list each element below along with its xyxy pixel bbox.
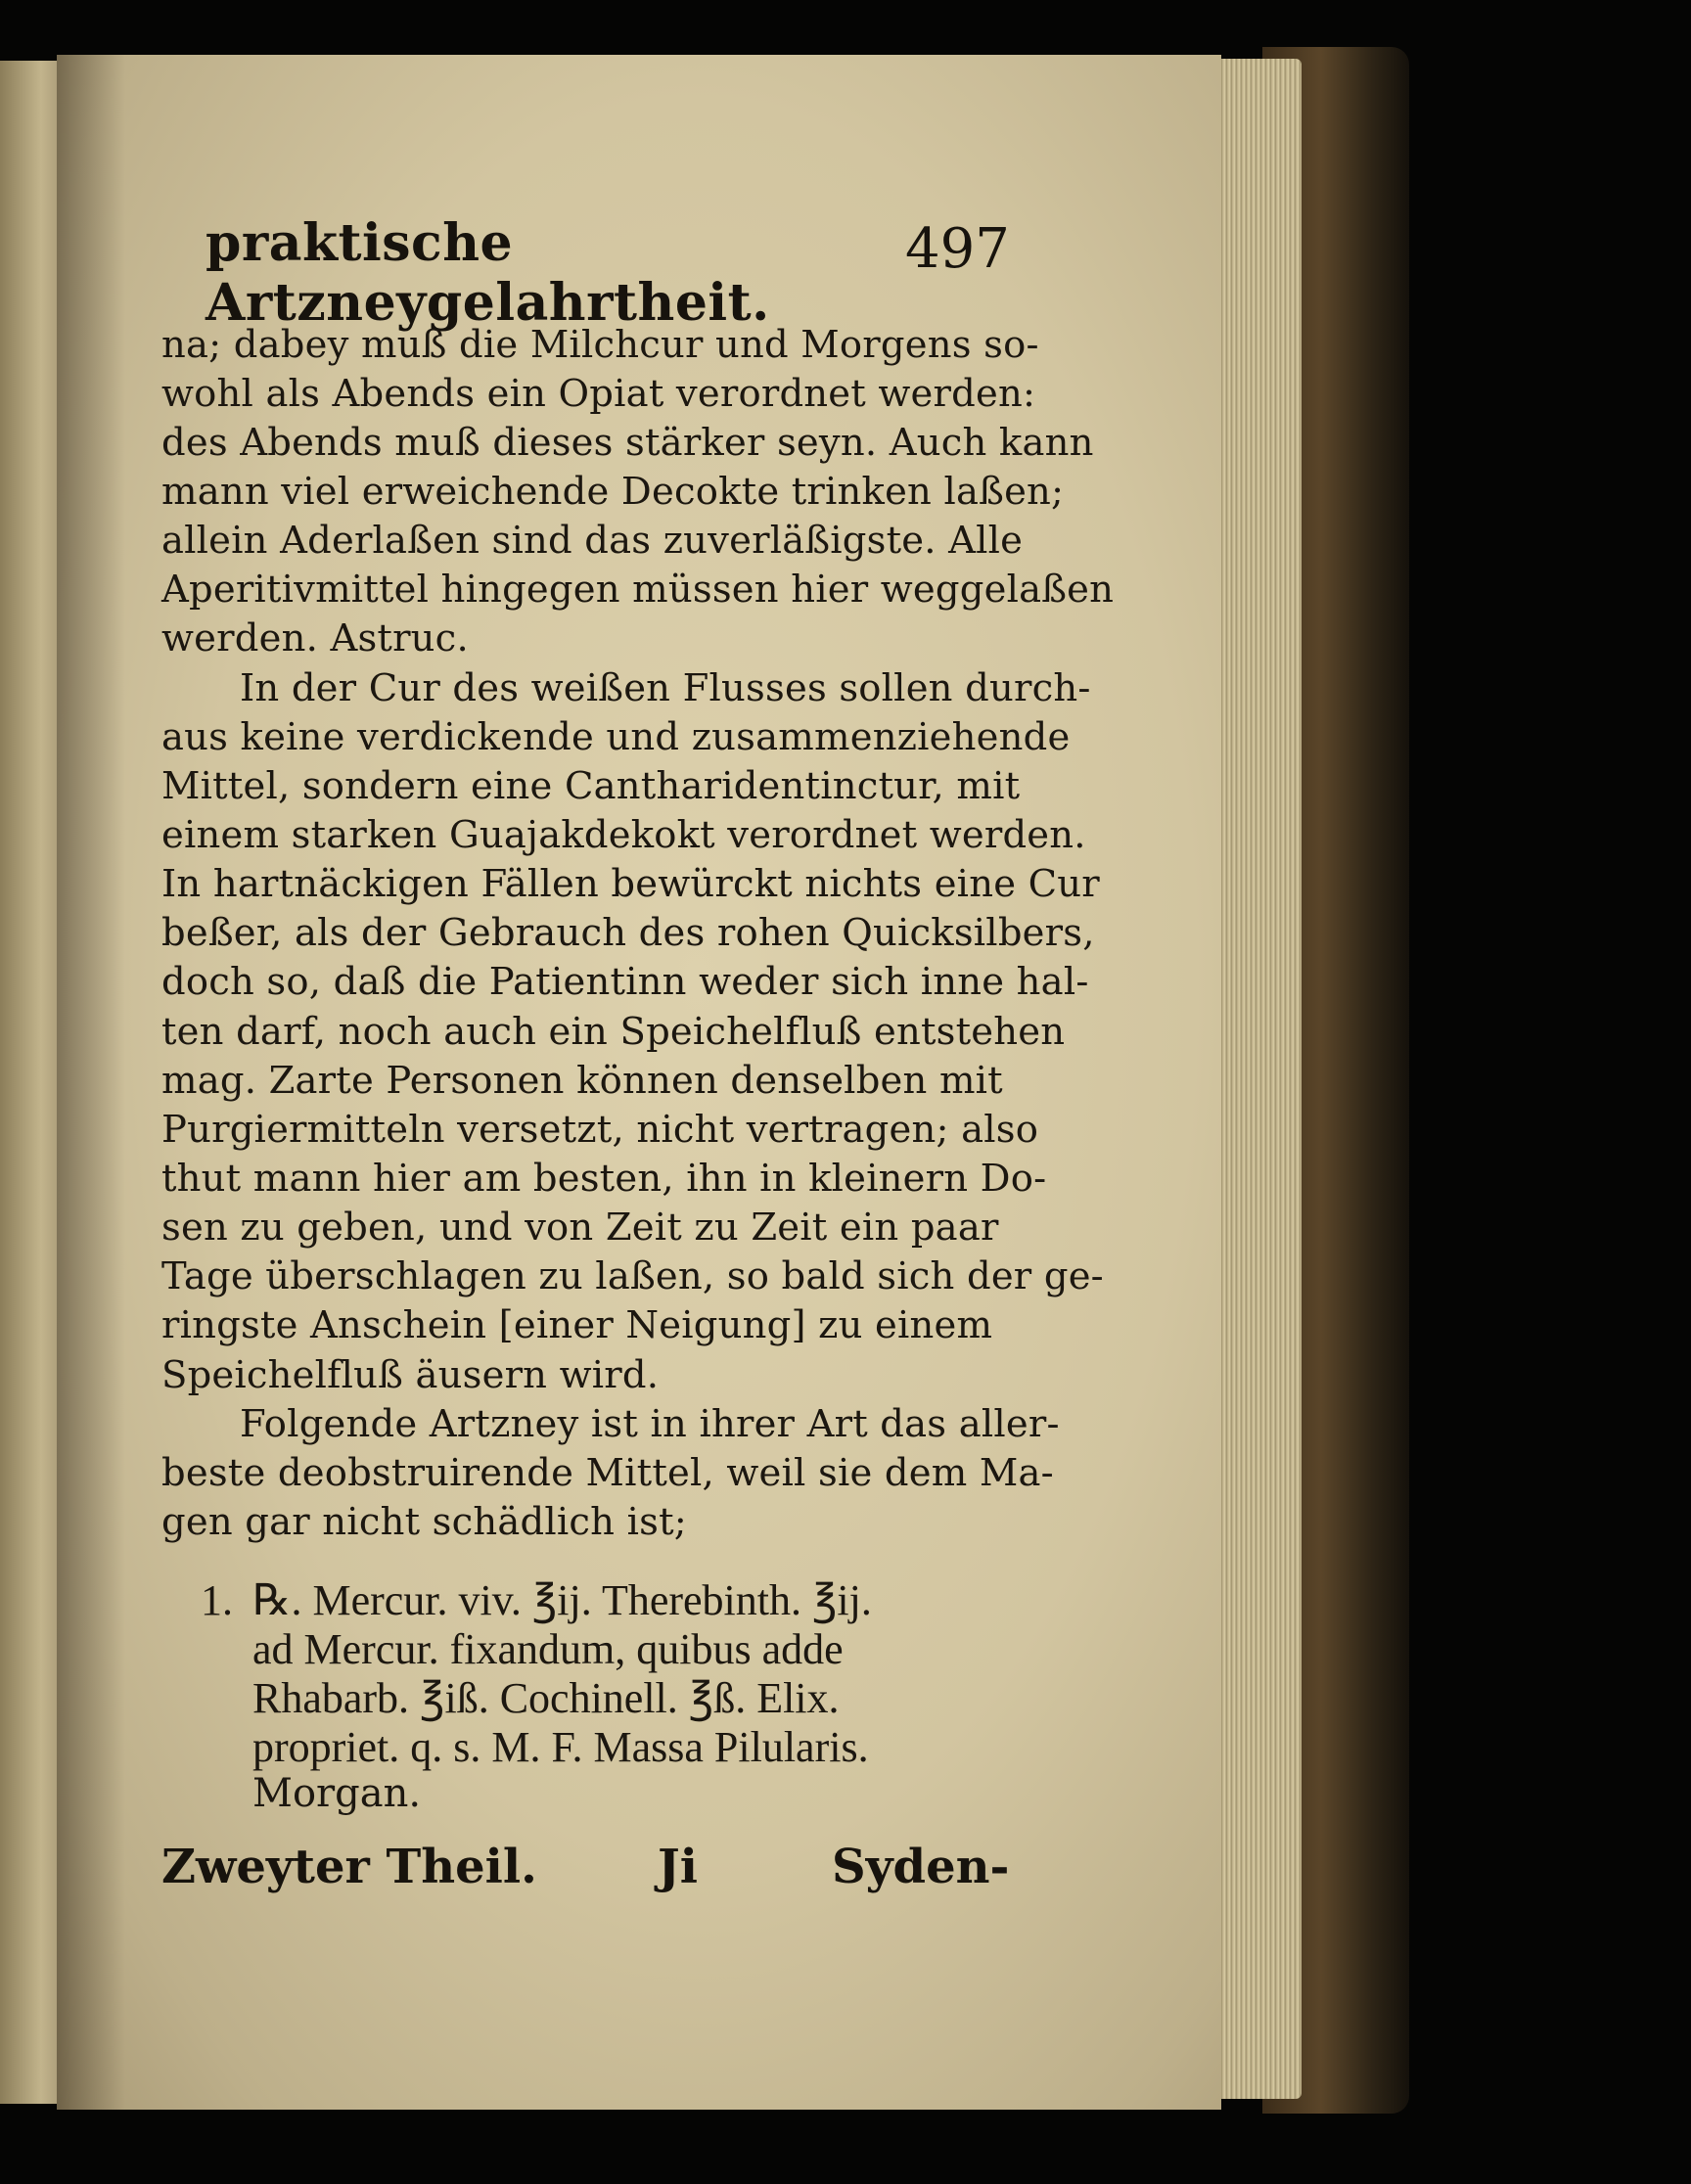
signature-left: Zweyter Theil. [161,1840,537,1894]
body-line: Folgende Artzney ist in ihrer Art das aller- [240,1402,1060,1446]
body-line: In der Cur des weißen Flusses sollen durch- [240,666,1091,710]
body-line: beste deobstruirende Mittel, weil sie dem Ma- [161,1451,1054,1495]
body-line: des Abends muß dieses stärker seyn. Auch kann [161,421,1094,465]
body-line: allein Aderlaßen sind das zuverläßigste. Alle [161,519,1024,563]
body-line: na; dabey muß die Milchcur und Morgens so- [161,323,1039,367]
body-line: sen zu geben, und von Zeit zu Zeit ein paar [161,1206,999,1250]
body-line: einem starken Guajakdekokt verordnet werden. [161,813,1086,857]
running-title: praktische Artzneygelahrtheit. [206,213,770,333]
body-line: ringste Anschein [einer Neigung] zu einem [161,1303,993,1347]
body-line: ten darf, noch auch ein Speichelfluß entstehen [161,1010,1066,1054]
recipe-author: Morgan. [252,1771,422,1816]
body-line: werden. Astruc. [161,616,469,660]
gutter-shadow [57,55,125,2110]
page-number: 497 [905,217,1010,281]
signature-mark: Ji [658,1840,698,1894]
recipe-line: Rhabarb. ℥iß. Cochinell. ℥ß. Elix. [252,1674,840,1722]
body-line: Purgiermitteln versetzt, nicht vertragen; also [161,1108,1039,1152]
body-line: Tage überschlagen zu laßen, so bald sich der ge- [161,1254,1104,1298]
body-line: mag. Zarte Personen können denselben mit [161,1059,1003,1103]
recipe-line: ℞. Mercur. viv. ℥ij. Therebinth. ℥ij. [252,1576,872,1624]
body-line: doch so, daß die Patientinn weder sich inne hal- [161,960,1089,1004]
recipe-number: 1. [201,1576,233,1624]
body-line: mann viel erweichende Decokte trinken laßen; [161,470,1065,514]
body-line: beßer, als der Gebrauch des rohen Quicksilbers, [161,911,1095,955]
body-line: aus keine verdickende und zusammenziehende [161,715,1071,759]
body-line: gen gar nicht schädlich ist; [161,1500,687,1544]
recipe-line: propriet. q. s. M. F. Massa Pilularis. [252,1723,869,1771]
body-line: wohl als Abends ein Opiat verordnet werden: [161,372,1036,416]
body-line: thut mann hier am besten, ihn in kleinern Do- [161,1157,1047,1201]
body-line: In hartnäckigen Fällen bewürckt nichts eine Cur [161,862,1100,906]
body-line: Speichelfluß äusern wird. [161,1353,660,1397]
body-line: Aperitivmittel hingegen müssen hier weggelaßen [161,568,1115,612]
recipe-line: ad Mercur. fixandum, quibus adde [252,1625,844,1673]
page-edges [1209,59,1302,2099]
catchword: Syden- [832,1840,1010,1894]
body-line: Mittel, sondern eine Cantharidentinctur, mit [161,764,1021,808]
